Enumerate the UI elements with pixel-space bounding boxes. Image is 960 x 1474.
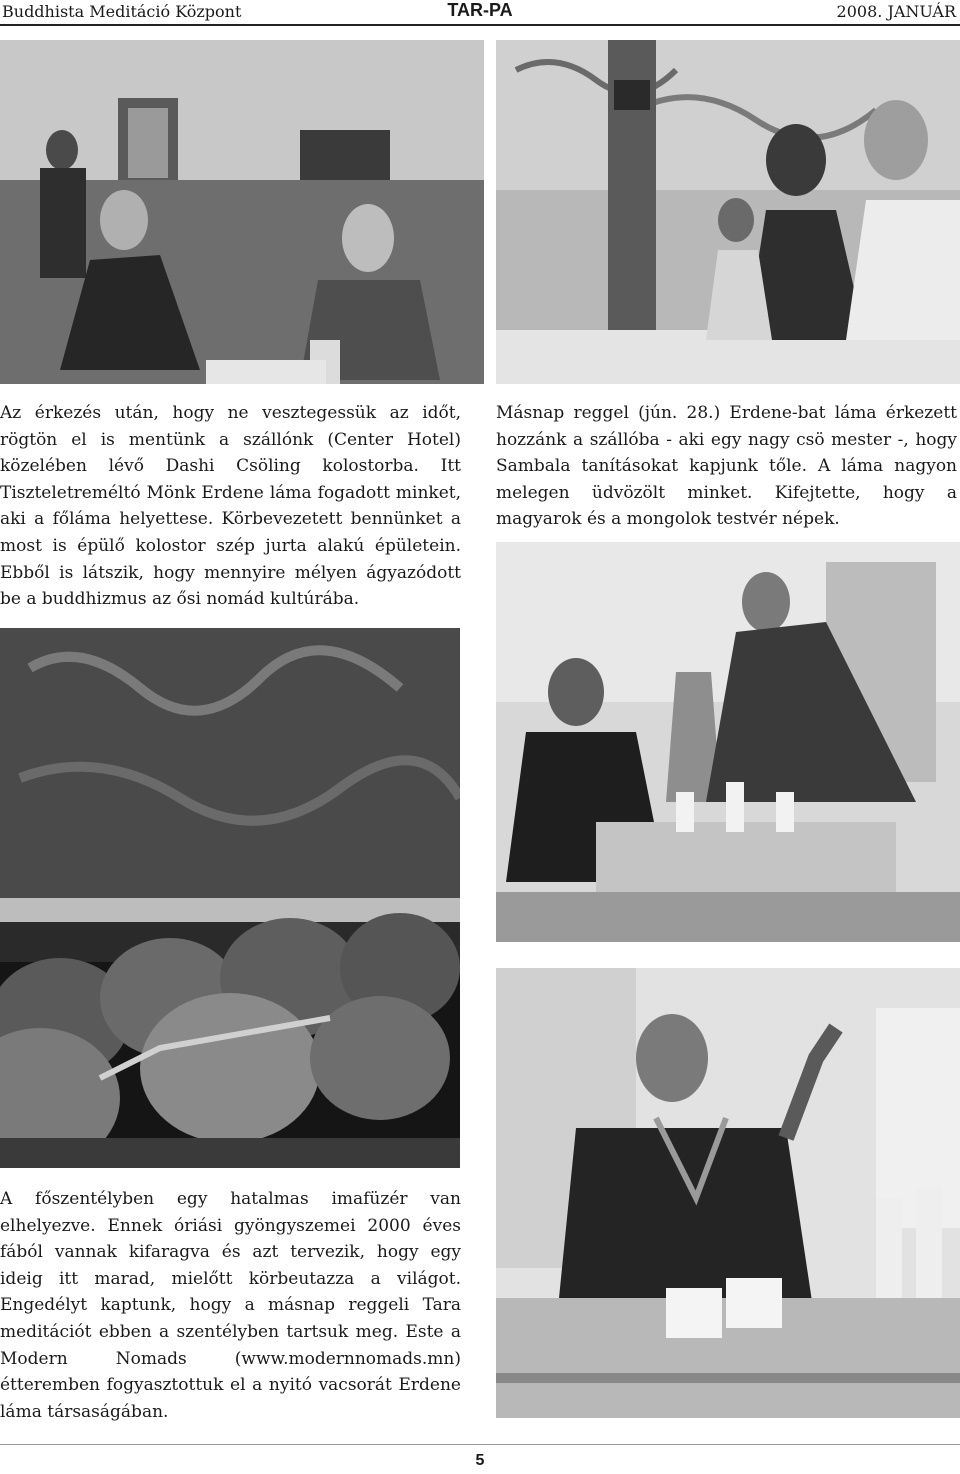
header-title: TAR-PA xyxy=(447,0,513,20)
header-date: 2008. JANUÁR xyxy=(836,2,956,21)
page-number: 5 xyxy=(475,1452,485,1469)
photo-lama-speaking xyxy=(496,968,960,1418)
page-header xyxy=(0,0,960,24)
header-publisher: Buddhista Meditáció Központ xyxy=(2,2,242,21)
caption-next-morning: Másnap reggel (jún. 28.) Erdene-bat láma érkezett hozzánk a szállóba - aki egy nagy csö mester -, hogy Sambala tanításokat kapjunk tőle. A láma nagyon melegen üdvözölt minket. Kifejtette, hogy a magyarok és a mongolok testvér népek. xyxy=(496,403,957,530)
header-rule xyxy=(0,24,960,26)
photo-monks-greeting xyxy=(0,40,484,384)
caption-arrival: Az érkezés után, hogy ne vesztegessük az időt, rögtön el is mentünk a szállónk (Center Hotel) közelében lévő Dashi Csöling kolostorba. Itt Tiszteletreméltó Mönk Erdene láma fogadott minket, aki a főláma helyettese. Körbevezetett bennünket a most is épülő kolostor szép jurta alakú épületein. Ebből is látszik, hogy mennyire mélyen ágyazódott be a buddhizmus az ősi nomád kultúrába. xyxy=(0,403,461,610)
caption-shrine: A főszentélyben egy hatalmas imafüzér van elhelyezve. Ennek óriási gyöngyszemei 2000 éves fából vannak kifaragva és azt tervezik, hogy egy ideig itt marad, mielőtt körbeutazza a világot. Engedélyt kaptunk, hogy a másnap reggeli Tara meditációt ebben a szentélyben tartsuk meg. Este a Modern Nomads (www.modernnomads.mn) étteremben fogyasztottuk el a nyitó vacsorát Erdene láma társaságában. xyxy=(0,1189,461,1422)
photo-meditation-hall xyxy=(496,40,960,384)
photo-prayer-beads xyxy=(0,628,460,1168)
footer-rule xyxy=(0,1444,960,1445)
photo-lama-gift xyxy=(496,542,960,942)
